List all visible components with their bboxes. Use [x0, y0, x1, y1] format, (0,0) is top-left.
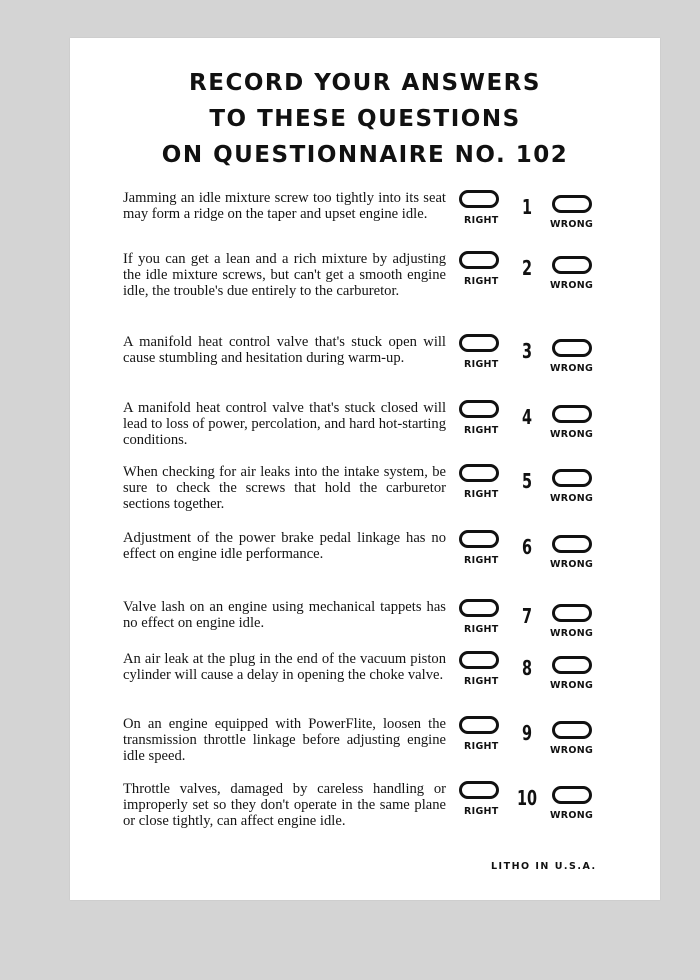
- title-line-2: TO THESE QUESTIONS: [209, 106, 521, 132]
- wrong-answer-oval[interactable]: [552, 256, 592, 274]
- question-text: On an engine equipped with PowerFlite, loosen the transmission throttle linkage before adjusting engine idle speed.: [123, 716, 446, 764]
- right-answer-oval[interactable]: [459, 400, 499, 418]
- question-number: 10: [516, 786, 538, 810]
- right-label: RIGHT: [464, 676, 499, 687]
- wrong-label: WRONG: [550, 628, 594, 639]
- right-label: RIGHT: [464, 489, 499, 500]
- question-1: [120, 190, 594, 260]
- wrong-answer-oval[interactable]: [552, 535, 592, 553]
- right-answer-oval[interactable]: [459, 464, 499, 482]
- wrong-label: WRONG: [550, 219, 594, 230]
- right-label: RIGHT: [464, 806, 499, 817]
- wrong-answer-oval[interactable]: [552, 604, 592, 622]
- wrong-label: WRONG: [550, 363, 594, 374]
- wrong-label: WRONG: [550, 559, 594, 570]
- question-text: Jamming an idle mixture screw too tightly into its seat may form a ridge on the taper and upset engine idle.: [123, 190, 446, 222]
- question-8: [120, 651, 594, 721]
- right-label: RIGHT: [464, 276, 499, 287]
- right-answer-oval[interactable]: [459, 251, 499, 269]
- right-label: RIGHT: [464, 555, 499, 566]
- question-number: 1: [521, 195, 533, 219]
- question-number: 2: [521, 256, 533, 280]
- wrong-answer-oval[interactable]: [552, 469, 592, 487]
- question-5: [120, 464, 594, 534]
- question-6: [120, 530, 594, 600]
- question-number: 6: [521, 535, 533, 559]
- question-number: 7: [521, 604, 533, 628]
- right-label: RIGHT: [464, 741, 499, 752]
- question-9: [120, 716, 594, 786]
- question-4: [120, 400, 594, 470]
- question-number: 9: [521, 721, 533, 745]
- wrong-answer-oval[interactable]: [552, 339, 592, 357]
- right-answer-oval[interactable]: [459, 781, 499, 799]
- right-label: RIGHT: [464, 624, 499, 635]
- wrong-label: WRONG: [550, 745, 594, 756]
- wrong-label: WRONG: [550, 280, 594, 291]
- question-text: An air leak at the plug in the end of the vacuum piston cylinder will cause a delay in opening the choke valve.: [123, 651, 446, 683]
- question-number: 4: [521, 405, 533, 429]
- title-line-3: ON QUESTIONNAIRE NO. 102: [161, 142, 569, 168]
- right-label: RIGHT: [464, 425, 499, 436]
- right-label: RIGHT: [464, 215, 499, 226]
- question-10: [120, 781, 594, 851]
- question-text: Throttle valves, damaged by careless handling or improperly set so they don't operate in the same plane or close tightly, can affect engine idle.: [123, 781, 446, 829]
- wrong-answer-oval[interactable]: [552, 721, 592, 739]
- question-2: [120, 251, 594, 321]
- wrong-label: WRONG: [550, 680, 594, 691]
- wrong-answer-oval[interactable]: [552, 656, 592, 674]
- wrong-answer-oval[interactable]: [552, 786, 592, 804]
- right-answer-oval[interactable]: [459, 716, 499, 734]
- wrong-answer-oval[interactable]: [552, 195, 592, 213]
- question-text: When checking for air leaks into the intake system, be sure to check the screws that hold the carburetor sections together.: [123, 464, 446, 512]
- right-answer-oval[interactable]: [459, 190, 499, 208]
- wrong-label: WRONG: [550, 429, 594, 440]
- right-answer-oval[interactable]: [459, 599, 499, 617]
- wrong-label: WRONG: [550, 810, 594, 821]
- page-title: [70, 65, 660, 173]
- question-3: [120, 334, 594, 404]
- question-text: Valve lash on an engine using mechanical tappets has no effect on engine idle.: [123, 599, 446, 631]
- question-number: 8: [521, 656, 533, 680]
- questionnaire-card: [70, 38, 660, 900]
- question-text: If you can get a lean and a rich mixture by adjusting the idle mixture screws, but can't get a smooth engine idle, the trouble's due entirely to the carburetor.: [123, 251, 446, 299]
- question-text: A manifold heat control valve that's stuck open will cause stumbling and hesitation during warm-up.: [123, 334, 446, 366]
- right-answer-oval[interactable]: [459, 530, 499, 548]
- wrong-label: WRONG: [550, 493, 594, 504]
- wrong-answer-oval[interactable]: [552, 405, 592, 423]
- question-text: Adjustment of the power brake pedal linkage has no effect on engine idle performance.: [123, 530, 446, 562]
- title-line-1: RECORD YOUR ANSWERS: [189, 70, 541, 96]
- right-answer-oval[interactable]: [459, 334, 499, 352]
- right-label: RIGHT: [464, 359, 499, 370]
- question-text: A manifold heat control valve that's stuck closed will lead to loss of power, percolation, and hard hot-starting conditions.: [123, 400, 446, 448]
- right-answer-oval[interactable]: [459, 651, 499, 669]
- litho-imprint: LITHO IN U.S.A.: [491, 861, 597, 872]
- question-number: 5: [521, 469, 533, 493]
- question-number: 3: [521, 339, 533, 363]
